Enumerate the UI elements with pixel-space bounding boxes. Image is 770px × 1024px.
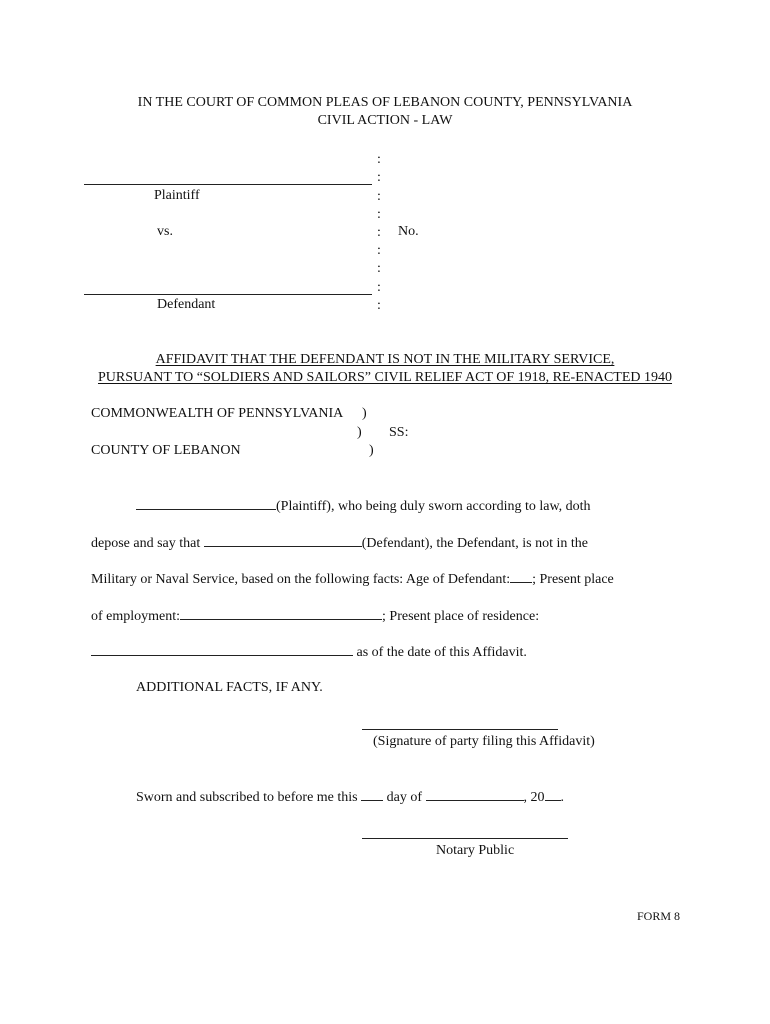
defendant-name-line[interactable] xyxy=(84,294,372,295)
body-line1-text: (Plaintiff), who being duly sworn according to law, doth xyxy=(276,499,591,514)
body-line-1 xyxy=(136,496,591,516)
caption-colon: : xyxy=(377,207,381,222)
defendant-label: Defendant xyxy=(157,297,216,312)
signature-caption: (Signature of party filing this Affidavit) xyxy=(373,734,595,749)
notary-label: Notary Public xyxy=(436,843,515,858)
body-line2-post: (Defendant), the Defendant, is not in the xyxy=(361,536,589,551)
sworn-post2: . xyxy=(560,790,565,805)
body-line-4 xyxy=(91,606,539,626)
plaintiff-name-line[interactable] xyxy=(84,184,372,185)
body-line4-pre: of employment: xyxy=(91,609,181,624)
notary-signature-line[interactable] xyxy=(362,838,568,839)
caption-colon: : xyxy=(377,225,381,240)
body-line-2 xyxy=(91,533,588,553)
venue-paren: ) xyxy=(369,443,374,458)
caption-colon: : xyxy=(377,261,381,276)
caption-colon: : xyxy=(377,189,381,204)
affidavit-title-line2: PURSUANT TO “SOLDIERS AND SAILORS” CIVIL RELIEF ACT OF 1918, RE-ENACTED 1940 xyxy=(97,370,673,385)
defendant-blank[interactable] xyxy=(204,533,362,547)
body-line5-post: as of the date of this Affidavit. xyxy=(353,645,527,660)
case-number-label: No. xyxy=(398,224,419,239)
caption-colon: : xyxy=(377,298,381,313)
sworn-pre: Sworn and subscribed to before me this xyxy=(136,790,362,805)
body-line-3 xyxy=(91,569,614,589)
form-number: FORM 8 xyxy=(637,909,681,923)
additional-facts-label: ADDITIONAL FACTS, IF ANY. xyxy=(136,680,323,695)
sworn-day-blank[interactable] xyxy=(361,787,383,801)
age-blank[interactable] xyxy=(510,569,532,583)
employment-blank[interactable] xyxy=(180,606,382,620)
caption-colon: : xyxy=(377,152,381,167)
venue-commonwealth: COMMONWEALTH OF PENNSYLVANIA xyxy=(91,406,344,421)
caption-colon: : xyxy=(377,280,381,295)
venue-paren: ) xyxy=(357,425,362,440)
sworn-post1: , 20 xyxy=(523,790,545,805)
caption-colon: : xyxy=(377,170,381,185)
plaintiff-label: Plaintiff xyxy=(154,188,200,203)
sworn-month-blank[interactable] xyxy=(426,787,524,801)
venue-county: COUNTY OF LEBANON xyxy=(91,443,241,458)
signature-line[interactable] xyxy=(362,729,558,730)
venue-paren: ) xyxy=(362,406,367,421)
sworn-line xyxy=(136,787,564,807)
vs-label: vs. xyxy=(157,224,173,239)
body-line4-post: ; Present place of residence: xyxy=(382,609,540,624)
body-line3-pre: Military or Naval Service, based on the following facts: Age of Defendant: xyxy=(91,572,511,587)
civil-action-heading: CIVIL ACTION - LAW xyxy=(317,113,453,128)
caption-colon: : xyxy=(377,243,381,258)
body-line2-pre: depose and say that xyxy=(91,536,204,551)
court-heading: IN THE COURT OF COMMON PLEAS OF LEBANON COUNTY, PENNSYLVANIA xyxy=(137,95,633,110)
plaintiff-blank[interactable] xyxy=(136,496,276,510)
body-line-5 xyxy=(91,642,527,662)
sworn-year-blank[interactable] xyxy=(545,787,561,801)
venue-ss: SS: xyxy=(389,425,409,440)
residence-blank[interactable] xyxy=(91,642,353,656)
affidavit-title-line1: AFFIDAVIT THAT THE DEFENDANT IS NOT IN THE MILITARY SERVICE, xyxy=(155,352,615,367)
sworn-mid: day of xyxy=(383,790,426,805)
body-line3-post: ; Present place xyxy=(532,572,614,587)
